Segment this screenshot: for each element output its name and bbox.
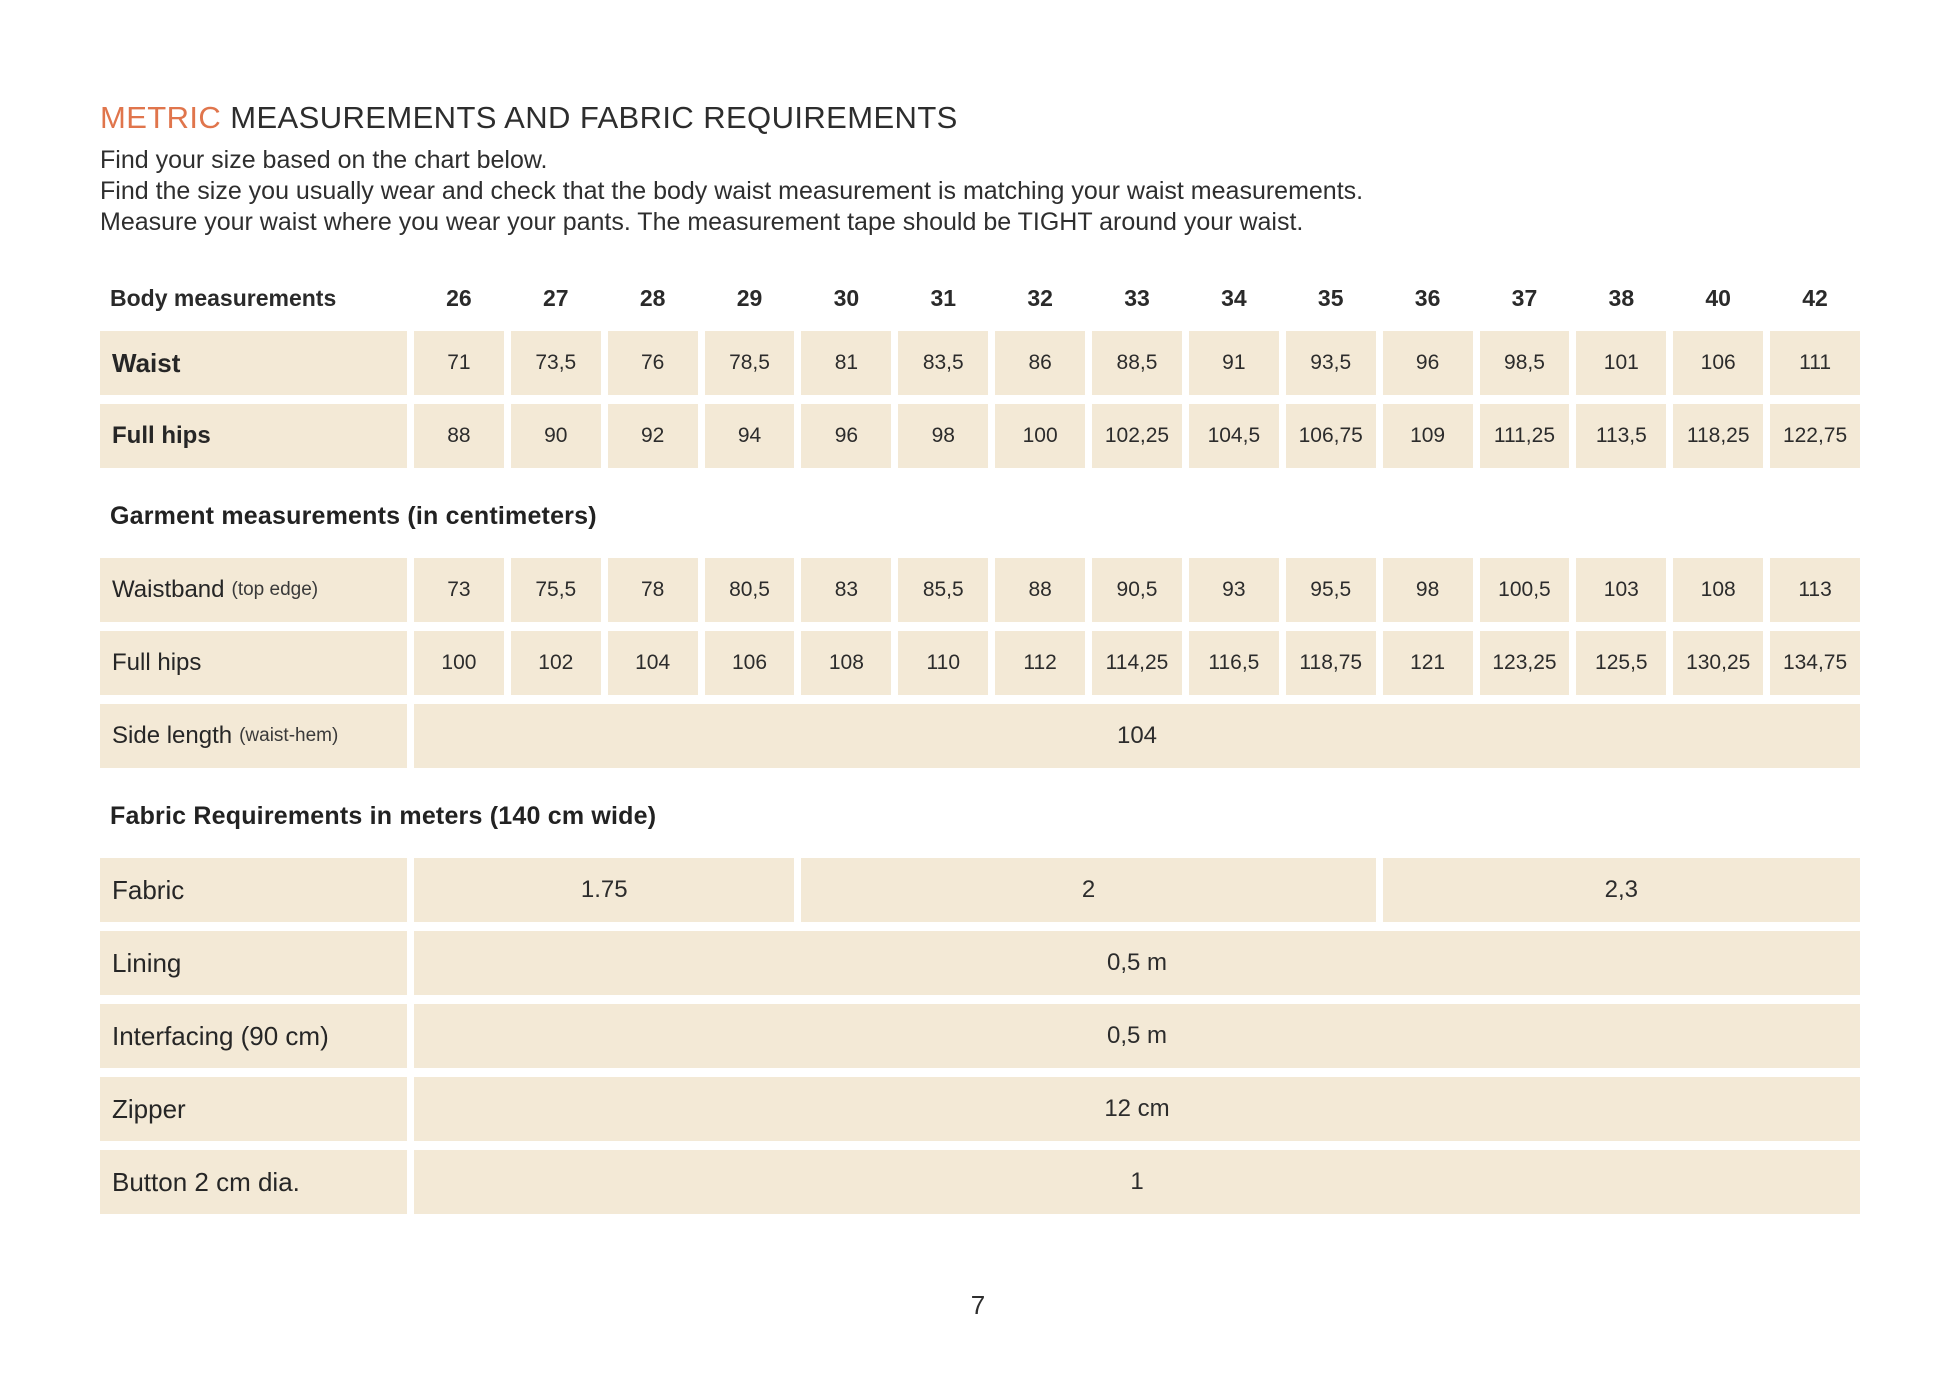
row-label-note: (top edge): [231, 579, 319, 600]
value-cell: 118,75: [1286, 631, 1376, 695]
value-cell: 98: [898, 404, 988, 468]
value-cell: 100: [995, 404, 1085, 468]
value-cell: 83: [801, 558, 891, 622]
row-label: [100, 631, 407, 695]
row-label: [100, 558, 407, 622]
row-label-text: Zipper: [112, 1093, 186, 1124]
notion-value-cell: 12 cm: [414, 1077, 1860, 1141]
size-column-header: 28: [639, 284, 666, 311]
size-column-header: 33: [1124, 284, 1150, 311]
value-cell: 92: [608, 404, 698, 468]
value-cell: 100,5: [1480, 558, 1570, 622]
notion-value-cell: 0,5 m: [414, 931, 1860, 995]
row-label: [100, 704, 407, 768]
value-cell: 78,5: [705, 331, 795, 395]
value-cell: 114,25: [1092, 631, 1182, 695]
value-cell: 113,5: [1576, 404, 1666, 468]
value-cell: 73: [414, 558, 504, 622]
row-label-text: Side length: [112, 722, 233, 749]
row-label-text: Button 2 cm dia.: [112, 1166, 300, 1197]
value-cell: 96: [1383, 331, 1473, 395]
size-column-header: 37: [1511, 284, 1538, 311]
row-label-text: Full hips: [112, 649, 202, 676]
intro-line-3: Measure your waist where you wear your pants. The measurement tape should be TIGHT around your waist.: [100, 208, 1304, 236]
fabric-requirements-heading: Fabric Requirements in meters (140 cm wide): [110, 802, 657, 830]
fabric-amount-cell: 1.75: [414, 858, 794, 922]
row-label: [100, 931, 407, 995]
row-label: [100, 1004, 407, 1068]
value-cell: 123,25: [1480, 631, 1570, 695]
row-label-text: Fabric: [112, 874, 185, 905]
value-cell: 76: [608, 331, 698, 395]
side-length-value-cell: 104: [414, 704, 1860, 768]
value-cell: 90,5: [1092, 558, 1182, 622]
value-cell: 94: [705, 404, 795, 468]
page-title: [100, 100, 1860, 136]
value-cell: 125,5: [1576, 631, 1666, 695]
title-highlight: METRIC: [100, 100, 222, 135]
notion-value-cell: 0,5 m: [414, 1004, 1860, 1068]
value-cell: 83,5: [898, 331, 988, 395]
value-cell: 100: [414, 631, 504, 695]
value-cell: 106,75: [1286, 404, 1376, 468]
value-cell: 88: [414, 404, 504, 468]
value-cell: 116,5: [1189, 631, 1279, 695]
value-cell: 118,25: [1673, 404, 1763, 468]
value-cell: 111: [1770, 331, 1860, 395]
value-cell: 90: [511, 404, 601, 468]
row-label-note: (waist-hem): [239, 725, 339, 746]
fabric-requirements-table: [100, 858, 1860, 1214]
size-column-header: 30: [833, 284, 860, 311]
value-cell: 91: [1189, 331, 1279, 395]
value-cell: 106: [705, 631, 795, 695]
body-measurements-table: [100, 274, 1860, 468]
size-column-header: 31: [930, 284, 957, 311]
value-cell: 111,25: [1480, 404, 1570, 468]
value-cell: 108: [1673, 558, 1763, 622]
row-label: [100, 858, 407, 922]
garment-measurements-heading: Garment measurements (in centimeters): [110, 502, 597, 530]
title-rest: MEASUREMENTS AND FABRIC REQUIREMENTS: [221, 100, 958, 135]
value-cell: 103: [1576, 558, 1666, 622]
value-cell: 101: [1576, 331, 1666, 395]
value-cell: 102,25: [1092, 404, 1182, 468]
value-cell: 88,5: [1092, 331, 1182, 395]
row-label-text: Waistband: [112, 576, 225, 603]
value-cell: 71: [414, 331, 504, 395]
size-column-header: 34: [1221, 284, 1247, 311]
intro-line-1: Find your size based on the chart below.: [100, 146, 548, 174]
size-column-header: 27: [542, 284, 569, 311]
value-cell: 81: [801, 331, 891, 395]
value-cell: 104,5: [1189, 404, 1279, 468]
row-label-text: Full hips: [112, 422, 211, 449]
size-column-header: 35: [1317, 284, 1344, 311]
garment-measurements-table: [100, 558, 1860, 768]
value-cell: 80,5: [705, 558, 795, 622]
page-number: 7: [970, 1290, 986, 1320]
size-column-header: 40: [1705, 284, 1731, 311]
value-cell: 112: [995, 631, 1085, 695]
fabric-amount-cell: 2,3: [1383, 858, 1860, 922]
row-label: [100, 331, 407, 395]
fabric-amount-cell: 2: [801, 858, 1375, 922]
value-cell: 134,75: [1770, 631, 1860, 695]
intro-line-2: Find the size you usually wear and check that the body waist measurement is matching your waist measurements.: [100, 177, 1364, 205]
row-label-text: Waist: [112, 347, 181, 378]
value-cell: 75,5: [511, 558, 601, 622]
size-column-header: 32: [1027, 284, 1053, 311]
value-cell: 88: [995, 558, 1085, 622]
size-column-header: 38: [1608, 284, 1635, 311]
value-cell: 98: [1383, 558, 1473, 622]
value-cell: 86: [995, 331, 1085, 395]
row-label: [100, 1077, 407, 1141]
value-cell: 109: [1383, 404, 1473, 468]
value-cell: 78: [608, 558, 698, 622]
value-cell: 113: [1770, 558, 1860, 622]
row-label: [100, 1150, 407, 1214]
value-cell: 130,25: [1673, 631, 1763, 695]
value-cell: 98,5: [1480, 331, 1570, 395]
notion-value-cell: 1: [414, 1150, 1860, 1214]
table-header-label: Body measurements: [110, 284, 337, 311]
value-cell: 106: [1673, 331, 1763, 395]
value-cell: 110: [898, 631, 988, 695]
size-column-header: 29: [736, 284, 763, 311]
value-cell: 122,75: [1770, 404, 1860, 468]
value-cell: 93,5: [1286, 331, 1376, 395]
value-cell: 73,5: [511, 331, 601, 395]
row-label: [100, 404, 407, 468]
intro-text: [100, 145, 1860, 238]
row-label-text: Interfacing (90 cm): [112, 1020, 329, 1051]
row-label-text: Lining: [112, 947, 182, 978]
value-cell: 85,5: [898, 558, 988, 622]
value-cell: 108: [801, 631, 891, 695]
size-column-header: 42: [1802, 284, 1828, 311]
size-column-header: 36: [1414, 284, 1441, 311]
value-cell: 104: [608, 631, 698, 695]
value-cell: 96: [801, 404, 891, 468]
size-column-header: 26: [446, 284, 472, 311]
value-cell: 102: [511, 631, 601, 695]
value-cell: 121: [1383, 631, 1473, 695]
value-cell: 93: [1189, 558, 1279, 622]
value-cell: 95,5: [1286, 558, 1376, 622]
